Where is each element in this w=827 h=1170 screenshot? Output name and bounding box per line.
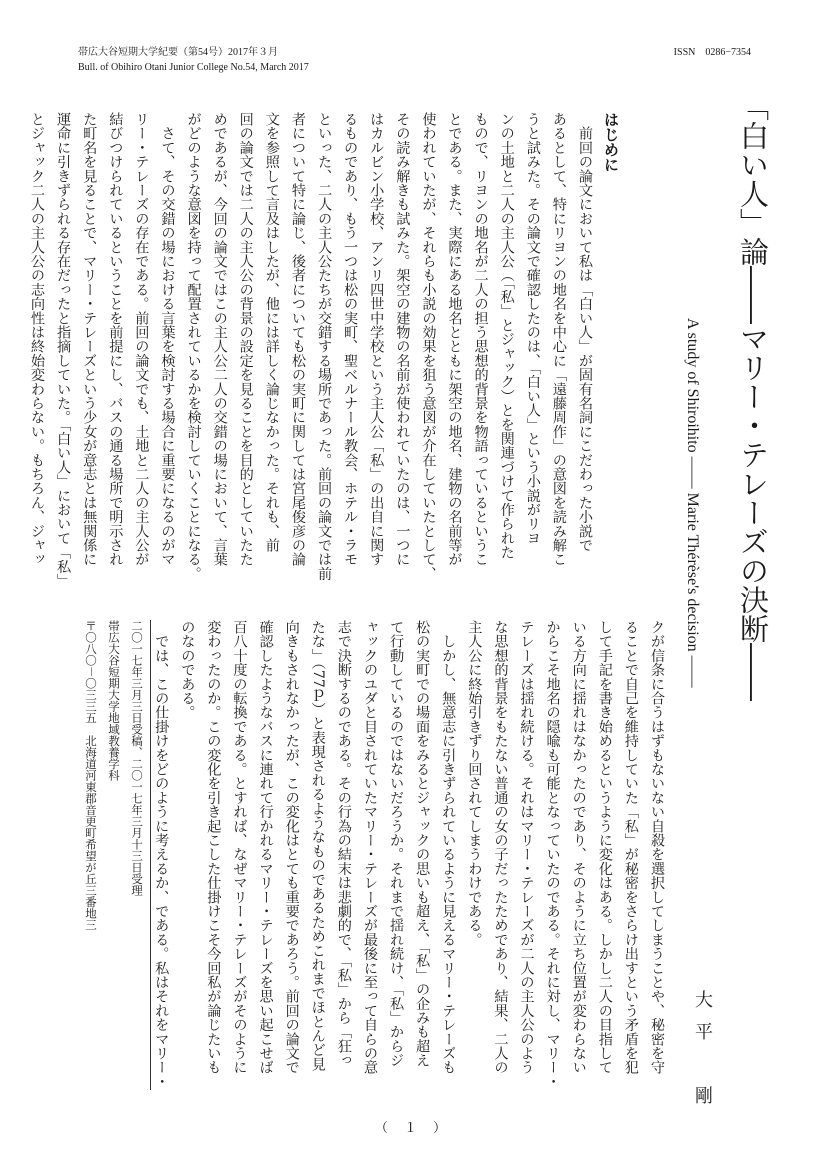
page-number: （ １ ） [374,1121,453,1136]
body-text-lower: クが信条に合うはずもないない自殺を選択してしまうことや、秘密を守 ることで自己を維持していた「私」が秘密をさらけ出すという矛盾を犯 して手記を書き始めるというように変化はある。しかし二人の目指して いる方向に揺れはなかったのであり、そのように立ち位置が変わらない からこそ地名の隠喩も可能となっていたのである。それに対し、マリー・ テレーズは揺れ続ける。それはマリー・テレーズが二人の主人公のよう な思想的背景をもたない普通の女の子だったためであり、結果、二人の 主人公に終始引きずり回されてしまうわけである。 しかし、無意志に引きずられているように見えるマリー・テレーズも 松の実町での場面をみるとジャックの思いも超え、「私」の企みも超え て行動しているのではないだろうか。それまで揺れ続け、「私」からジ ャックのユダと目されていたマリー・テレーズが最後に至って自らの意 志で決断するのである。その行為の結末は悲劇的で、「私」から「狂っ たな」（77ｐ）と表現されるようなものであるためこれまでほとんど見 向きもされなかったが、この変化はとても重要であろう。前回の論文で 確認したようなバスに連れて行かれるマリー・テレーズを思い起こせば 百八十度の転換である。とすれば、なぜマリー・テレーズがそのように 変わったのか。この変化を引き起こした仕掛けこそ今回私が論じたいも のなのである。 では、この仕掛けをどのように考えるか、である。私はそれをマリー・ [153,620,665,1089]
journal-name-jp: 帯広大谷短期大学紀要（第54号）2017年３月 [78,47,278,58]
paper-title: 「白い人」論――マリー・テレーズの決断―― [736,92,770,701]
issn-number: ISSN 0286−7354 [673,47,751,58]
author-name: 大平 剛 [692,990,713,1118]
section-heading: はじめに [602,112,620,172]
paper-subtitle-en: A study of Shiroihito ―― Marie Thérèse's decision ―― [684,318,701,688]
journal-name-en: Bull. of Obihiro Otani Junior College No.54, March 2017 [78,62,309,73]
footnote-rule [150,620,151,1090]
footnote-text: 二〇一七年三月三日受稿、二〇一七年三月十三日受理 帯広大谷短期大学地域教養学科 〒〇八〇－〇三三五 北海道河東郡音更町希望が丘三番地三 [84,620,144,931]
body-text-upper: 前回の論文において私は「白い人」が固有名詞にこだわった小説で あるとして、特にリヨンの地名を中心に「遠藤周作」の意図を読み解こ うと試みた。その論文で確認したのは、「白い人」という小説がリヨ ンの土地と二人の主人公（「私」とジャック）とを関連づけて作られた もので、リヨンの地名が二人の担う思想的背景を物語っているというこ とである。また、実際にある地名とともに架空の地名、建物の名前等が 使われていたが、それらも小説の効果を狙う意図が介在していたとして、 その読み解きも試みた。架空の建物の名前が使われていたのは、一つに はカルビン小学校、アンリ四世中学校という主人公「私」の出自に関す るものであり、もう一つは松の実町、聖ベルナール教会、ホテル・ラモ といった、二人の主人公たちが交錯する場所であった。前回の論文では前 者について特に論じ、後者についても松の実町に関しては宮尾俊彦の論 文を参照して言及はしたが、他には詳しく論じなかった。それも、前 回の論文では二人の主人公の背景の設定を見ることを目的としていたた めであるが、今回の論文ではこの主人公二人の交錯の場において、言葉 がどのような意図を持って配置されているかを検討していくことになる。 さて、その交錯の場における言葉を検討する場合に重要になるのがマ リー・テレーズの存在である。前回の論文でも、土地と二人の主人公が 結びつけられているということを前提にし、バスの通る場所で明示され た町名を見ることで、マリー・テレーズという少女が意志とは無関係に 運命に引きずられる存在だったと指摘していた。「白い人」において「私」 とジャック二人の主人公の志向性は終始変わらない。もちろん、ジャッ [29,112,593,588]
